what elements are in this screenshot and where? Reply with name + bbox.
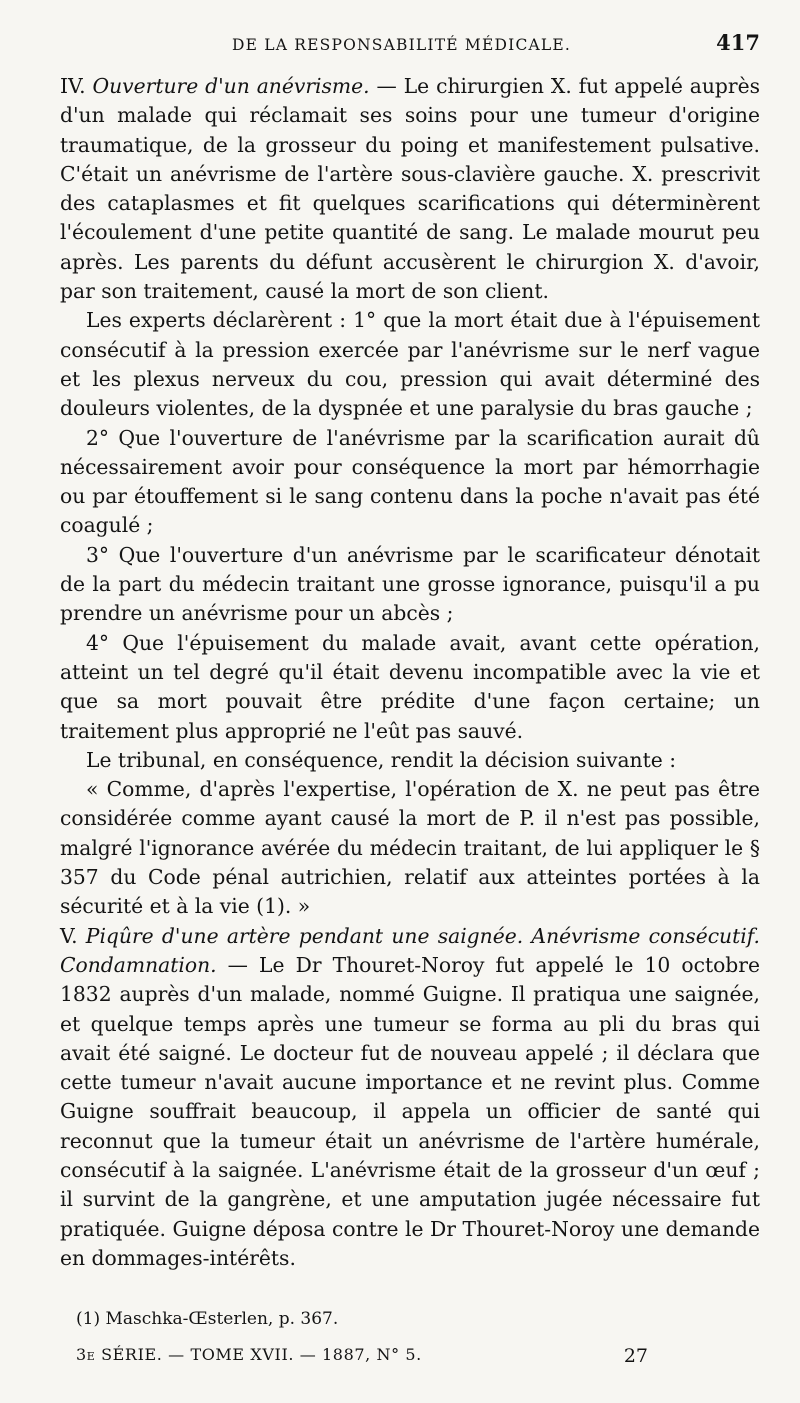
- running-title: DE LA RESPONSABILITÉ MÉDICALE.: [232, 36, 572, 54]
- page-number: 417: [716, 30, 760, 55]
- paragraph: Le tribunal, en conséquence, rendit la décision suivante :: [86, 747, 677, 772]
- series-info: 3e SÉRIE. — TOME XVII. — 1887, N° 5.: [76, 1345, 422, 1365]
- page: [60, 30, 760, 1367]
- running-header: [60, 30, 760, 64]
- paragraph-section-iv: [60, 72, 760, 306]
- paragraph-section-v: [60, 922, 760, 1274]
- section-label: IV.: [60, 74, 86, 98]
- paragraph-text: — Le Dr Thouret-Noroy fut appelé le 10 octobre 1832 auprès d'un malade, nommé Guigne. Il pratiqua une saignée, et quelque temps après une tumeur se forma au pli du bras qui avait été saigné. Le docteur fut de nouveau appelé ; il déclara que cette tumeur n'avait aucune importance et ne revint plus. Comme Guigne souffrait beaucoup, il appela un officier de santé qui reconnut que la tumeur était un anévrisme de l'artère humérale, consécutif à la saignée. L'anévrisme était de la grosseur d'un œuf ; il survint de la gangrène, et une amputation jugée nécessaire fut pratiquée. Guigne déposa contre le Dr Thouret-Noroy une demande en dommages-intérêts.: [60, 952, 760, 1270]
- paragraph: « Comme, d'après l'expertise, l'opération de X. ne peut pas être considérée comme ayant causé la mort de P. il n'est pas possible, malgré l'ignorance avérée du médecin traitant, de lui appliquer le § 357 du Code pénal autrichien, relatif aux atteintes portées à la sécurité et à la vie (1). »: [60, 777, 760, 919]
- paragraph: 4° Que l'épuisement du malade avait, avant cette opération, atteint un tel degré qu'il était devenu incompatible avec la vie et que sa mort pouvait être prédite d'une façon certaine; un traitement plus approprié ne l'eût pas sauvé.: [60, 630, 760, 743]
- paragraph: Les experts déclarèrent : 1° que la mort était due à l'épuisement consécutif à la pression exercée par l'anévrisme sur le nerf vague et les plexus nerveux du cou, pression qui avait déterminé des douleurs violentes, de la dyspnée et une paralysie du bras gauche ;: [60, 308, 760, 421]
- paragraph: 2° Que l'ouverture de l'anévrisme par la scarification aurait dû nécessairement avoir pour conséquence la mort par hémorrhagie ou par étouffement si le sang contenu dans la poche n'avait pas été coagulé ;: [60, 425, 760, 538]
- page-footer: [76, 1345, 760, 1367]
- paragraph-text: — Le chirurgien X. fut appelé auprès d'un malade qui réclamait ses soins pour une tumeur d'origine traumatique, de la grosseur du poing et manifestement pulsative. C'était un anévrisme de l'artère sous-clavière gauche. X. prescrivit des cataplasmes et fit quelques scarifications qui déterminèrent l'écoulement d'une petite quantité de sang. Le malade mourut peu après. Les parents du défunt accusèrent le chirurgion X. d'avoir, par son traitement, causé la mort de son client.: [60, 74, 760, 304]
- section-label: V.: [60, 923, 78, 948]
- section-title: Piqûre d'une artère pendant une saignée. Anévrisme consécutif. Condamnation.: [60, 923, 760, 977]
- section-title: Ouverture d'un anévrisme.: [92, 74, 370, 98]
- body-text: [60, 72, 760, 1273]
- paragraph: 3° Que l'ouverture d'un anévrisme par le scarificateur dénotait de la part du médecin traitant une grosse ignorance, puisqu'il a pu prendre un anévrisme pour un abcès ;: [60, 542, 760, 626]
- footnote: (1) Maschka-Œsterlen, p. 367.: [76, 1309, 339, 1330]
- signature-mark: 27: [623, 1345, 648, 1368]
